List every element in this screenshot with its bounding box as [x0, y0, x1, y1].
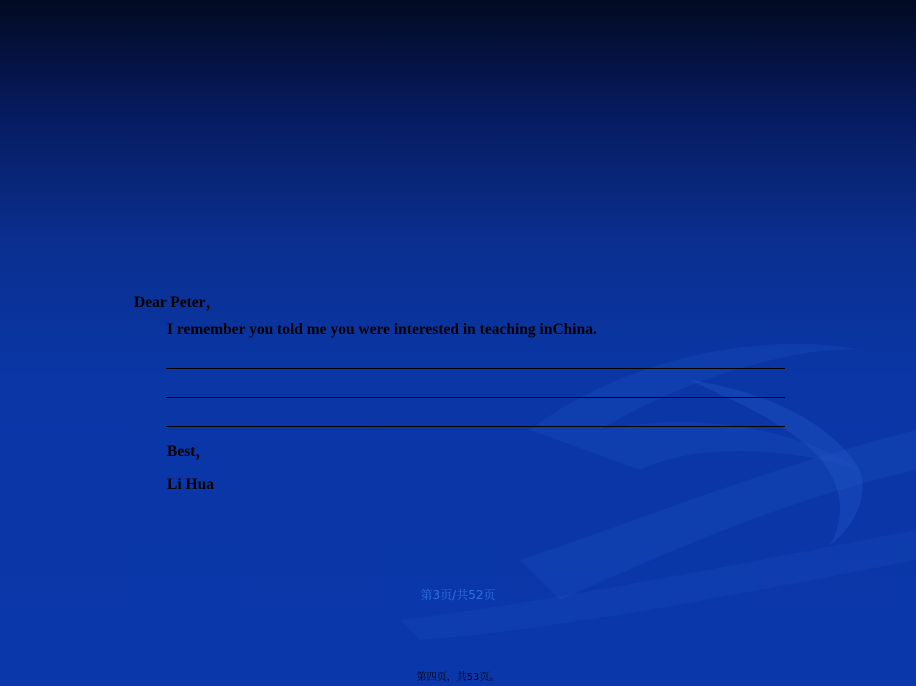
page-indicator: 第3页/共52页 [420, 588, 496, 602]
letter-salutation: Dear Peter， [134, 294, 222, 311]
letter-opening-line: I remember you told me you were interested in teaching inChina. [167, 321, 597, 338]
writing-blank-line [166, 368, 785, 369]
writing-blank-line [166, 426, 785, 427]
letter-signature: Li Hua [167, 476, 214, 493]
letter-closing: Best， [167, 443, 211, 460]
footer-page-indicator: 第四页，共53页。 [416, 672, 500, 683]
writing-blank-line [166, 397, 785, 398]
